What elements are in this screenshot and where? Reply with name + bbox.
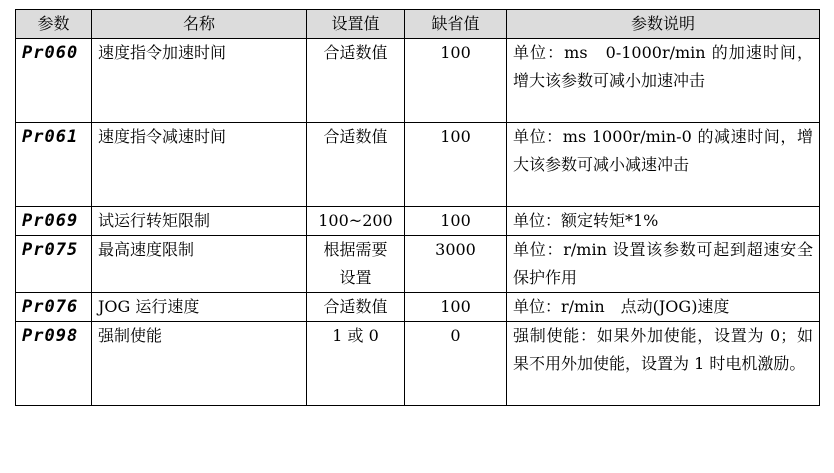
param-code: Pr076 bbox=[16, 293, 92, 322]
param-code: Pr069 bbox=[16, 207, 92, 236]
param-name: JOG 运行速度 bbox=[92, 293, 307, 322]
param-name: 速度指令减速时间 bbox=[92, 123, 307, 207]
table-row bbox=[16, 322, 820, 406]
header-name: 名称 bbox=[92, 10, 307, 39]
param-default: 3000 bbox=[405, 236, 507, 293]
table-row bbox=[16, 293, 820, 322]
table-row bbox=[16, 39, 820, 123]
header-setting: 设置值 bbox=[307, 10, 405, 39]
param-description: 单位：ms 1000r/min-0 的减速时间，增大该参数可减小减速冲击 bbox=[507, 123, 820, 207]
table-header bbox=[16, 10, 820, 39]
param-name: 速度指令加速时间 bbox=[92, 39, 307, 123]
param-default: 0 bbox=[405, 322, 507, 406]
param-description: 单位：额定转矩*1% bbox=[507, 207, 820, 236]
table-row bbox=[16, 236, 820, 293]
parameter-table bbox=[15, 9, 820, 406]
param-description: 单位：r/min 设置该参数可起到超速安全保护作用 bbox=[507, 236, 820, 293]
table-body bbox=[16, 39, 820, 406]
table-row bbox=[16, 123, 820, 207]
param-setting: 根据需要设置 bbox=[307, 236, 405, 293]
param-name: 试运行转矩限制 bbox=[92, 207, 307, 236]
header-param: 参数 bbox=[16, 10, 92, 39]
param-code: Pr075 bbox=[16, 236, 92, 293]
param-setting: 合适数值 bbox=[307, 39, 405, 123]
param-default: 100 bbox=[405, 123, 507, 207]
param-code: Pr061 bbox=[16, 123, 92, 207]
param-default: 100 bbox=[405, 293, 507, 322]
param-setting: 合适数值 bbox=[307, 293, 405, 322]
param-default: 100 bbox=[405, 207, 507, 236]
header-default: 缺省值 bbox=[405, 10, 507, 39]
param-name: 最高速度限制 bbox=[92, 236, 307, 293]
param-default: 100 bbox=[405, 39, 507, 123]
param-code: Pr098 bbox=[16, 322, 92, 406]
header-row bbox=[16, 10, 820, 39]
param-setting: 合适数值 bbox=[307, 123, 405, 207]
param-setting: 1 或 0 bbox=[307, 322, 405, 406]
param-code: Pr060 bbox=[16, 39, 92, 123]
param-description: 单位：r/min 点动(JOG)速度 bbox=[507, 293, 820, 322]
header-description: 参数说明 bbox=[507, 10, 820, 39]
param-description: 强制使能：如果外加使能，设置为 0；如果不用外加使能，设置为 1 时电机激励。 bbox=[507, 322, 820, 406]
param-description: 单位：ms 0-1000r/min 的加速时间，增大该参数可减小加速冲击 bbox=[507, 39, 820, 123]
param-name: 强制使能 bbox=[92, 322, 307, 406]
table-row bbox=[16, 207, 820, 236]
param-setting: 100~200 bbox=[307, 207, 405, 236]
